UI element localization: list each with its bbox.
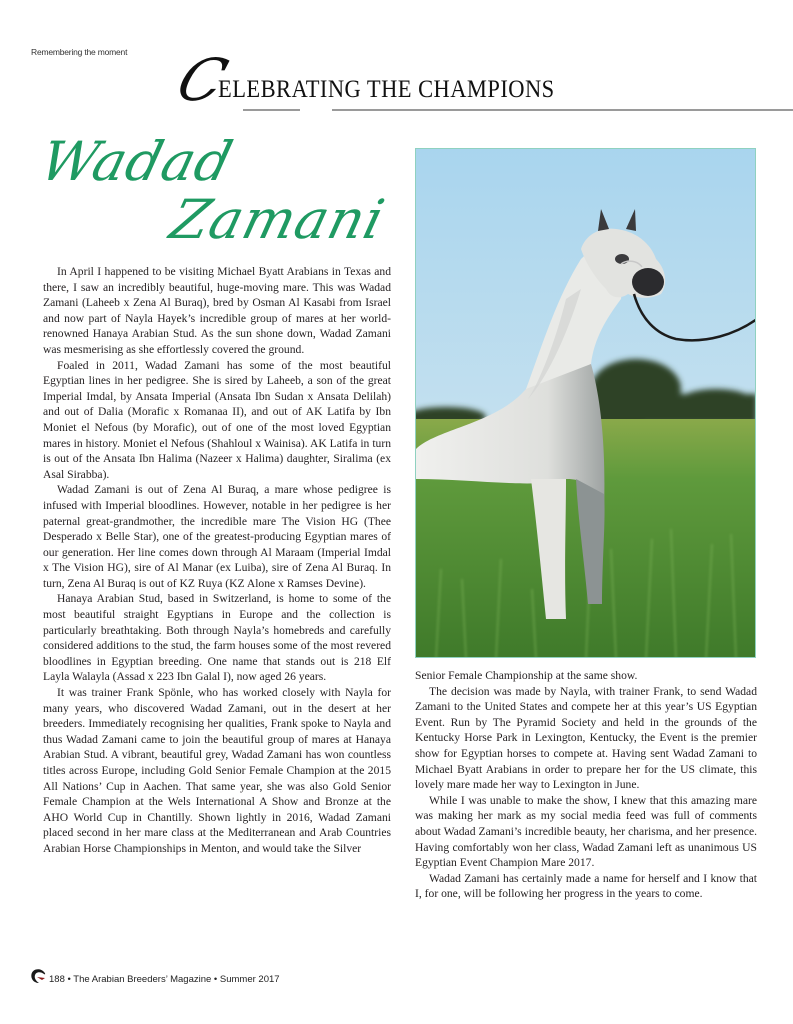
left-column: [43, 264, 391, 857]
article-title-line1: Wadad: [34, 130, 240, 193]
section-label: Remembering the moment: [31, 47, 128, 57]
horse-photo: [415, 148, 756, 658]
paragraph: Wadad Zamani has certainly made a name for herself and I know that I, for one, will be following her progress in the years to come.: [415, 871, 757, 901]
heading-initial: C: [168, 46, 236, 114]
paragraph: Wadad Zamani is out of Zena Al Buraq, a mare whose pedigree is infused with Imperial bloodlines. However, notable in her pedigree is her paternal great-grandmother, the incredible mare The Vision HG (Thee Desperado x Belle Star), one of the greatest-producing Egyptian mares of our generation. Her line comes down through Al Maraam (Imperial Imdal x The Vision HG), sire of Al Manar (ex Luiba), sire of Zena Al Buraq. In turn, Zena Al Buraq is out of KZ Ruya (KZ Alone x Ramses Devine).: [43, 483, 391, 590]
horse-photo-image: [416, 149, 756, 658]
paragraph: Foaled in 2011, Wadad Zamani has some of the most beautiful Egyptian lines in her pedigree. She is sired by Laheeb, a son of the great Imperial Imdal, by Ansata Imperial (Ansata Ibn Sudan x Ansata Delilah) and out of Dalia (Morafic x Romanaa II), and out of AK Latifa by Ibn Moniet el Nefous (by Morafic), out of one of the most loved Egyptian mares in history. Moniet el Nefous (Shahloul x Wainisa). AK Latifa in turn is out of the Ansata Ibn Halima (Nazeer x Halima) daughter, Siralima (ex Asal Sirabba).: [43, 358, 391, 481]
page-footer: [30, 966, 280, 986]
paragraph: The decision was made by Nayla, with trainer Frank, to send Wadad Zamani to the United States and compete her at this year’s US Egyptian Event. Run by The Pyramid Society and held in the grounds of the Kentucky Horse Park in Lexington, Kentucky, the Event is the premier show for Egyptian horses to compete at. Having sent Wadad Zamani to Michael Byatt Arabians in order to prepare her for the US climate, this lovely mare made her way to Lexington in June.: [415, 684, 757, 792]
heading-text: ELEBRATING THE CHAMPIONS: [218, 76, 555, 103]
magazine-logo-icon: [30, 968, 47, 984]
paragraph: In April I happened to be visiting Michael Byatt Arabians in Texas and there, I saw an incredibly beautiful, huge-moving mare. This was Wadad Zamani (Laheeb x Zena Al Buraq), bred by Osman Al Kasabi from Israel and now part of Nayla Hayek’s incredible group of mares at her world-renowned Hanaya Arabian Stud. As the sun shone down, Wadad Zamani was mesmerising as she effortlessly covered the ground.: [43, 265, 391, 356]
section-heading: [120, 46, 793, 116]
paragraph: Senior Female Championship at the same show.: [415, 669, 638, 682]
paragraph: Hanaya Arabian Stud, based in Switzerland, is home to some of the most beautiful straight Egyptians in Europe and the collection is particularly breathtaking. Both through Nayla’s homebreds and carefully considered additions to the stud, the farm houses some of the most revered bloodlines in Egyptian breeding. One name that stands out is 218 Elf Layla Walayla (Assad x 223 Ibn Galal I), now aged 26 years.: [43, 592, 391, 684]
heading-underline: [243, 109, 300, 111]
paragraph: It was trainer Frank Spönle, who has worked closely with Nayla for many years, who discovered Wadad Zamani, out in the desert at her breeders. Immediately recognising her qualities, Frank spoke to Nayla and thus Wadad Zamani came to join the beautiful group of mares at Hanaya Arabian Stud. A vibrant, beautiful grey, Wadad Zamani has won countless titles across Europe, including Gold Senior Female Champion at the 2015 All Nations’ Cup in Aachen. That same year, she was also Gold Senior Female Champion at the Wels International A Show and Bronze at the AHO World Cup in Chantilly. Shown lightly in 2016, Wadad Zamani placed second in her mare class at the Mediterranean and Arab Countries Arabian Horse Championships in Menton, and would take the Silver: [43, 686, 391, 855]
right-column: [415, 668, 757, 902]
paragraph: While I was unable to make the show, I knew that this amazing mare was making her mark as my social media feed was full of comments about Wadad Zamani’s incredible beauty, her charisma, and her presence. Having comfortably won her class, Wadad Zamani left as unanimous US Egyptian Event Champion Mare 2017.: [415, 793, 757, 870]
article-title-line2: Zamani: [164, 188, 392, 251]
footer-text: 188 • The Arabian Breeders’ Magazine • Summer 2017: [49, 973, 280, 985]
heading-underline: [332, 109, 793, 111]
